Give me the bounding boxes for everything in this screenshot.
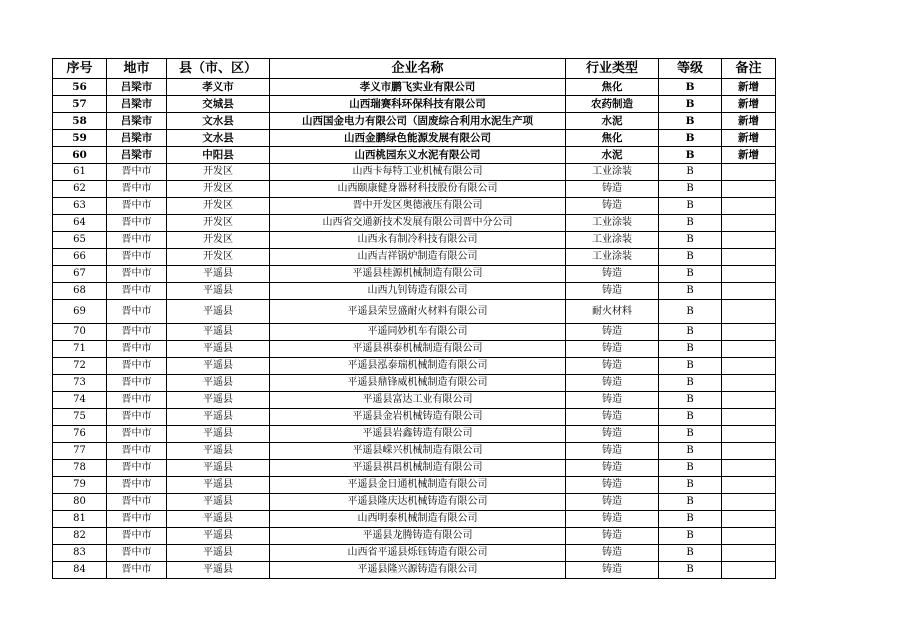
cell-note	[722, 545, 776, 562]
cell-county: 开发区	[167, 215, 270, 232]
table-row	[53, 113, 776, 130]
cell-note	[722, 562, 776, 579]
cell-serial: 83	[53, 545, 107, 562]
cell-county: 交城县	[167, 96, 270, 113]
cell-city: 晋中市	[107, 324, 167, 341]
cell-industry: 铸造	[566, 198, 659, 215]
cell-county: 平遥县	[167, 341, 270, 358]
cell-industry: 铸造	[566, 324, 659, 341]
table-row	[53, 545, 776, 562]
cell-serial: 62	[53, 181, 107, 198]
cell-serial: 57	[53, 96, 107, 113]
cell-grade: B	[659, 511, 722, 528]
cell-industry: 农药制造	[566, 96, 659, 113]
cell-note	[722, 528, 776, 545]
table-row	[53, 358, 776, 375]
cell-county: 平遥县	[167, 324, 270, 341]
cell-company-name: 平遥县桂源机械制造有限公司	[270, 266, 566, 283]
cell-serial: 61	[53, 164, 107, 181]
cell-grade: B	[659, 324, 722, 341]
cell-note: 新增	[722, 113, 776, 130]
cell-note	[722, 392, 776, 409]
cell-county: 平遥县	[167, 426, 270, 443]
cell-serial: 66	[53, 249, 107, 266]
cell-city: 吕梁市	[107, 113, 167, 130]
cell-grade: B	[659, 443, 722, 460]
table-row	[53, 443, 776, 460]
cell-company-name: 山西明泰机械制造有限公司	[270, 511, 566, 528]
header-city: 地市	[107, 59, 167, 79]
cell-city: 晋中市	[107, 358, 167, 375]
cell-city: 晋中市	[107, 477, 167, 494]
table-row	[53, 426, 776, 443]
table-row	[53, 494, 776, 511]
cell-grade: B	[659, 215, 722, 232]
cell-note: 新增	[722, 147, 776, 164]
cell-city: 晋中市	[107, 300, 167, 324]
cell-city: 晋中市	[107, 232, 167, 249]
cell-note	[722, 324, 776, 341]
cell-note	[722, 460, 776, 477]
cell-note	[722, 198, 776, 215]
cell-county: 平遥县	[167, 392, 270, 409]
cell-city: 晋中市	[107, 562, 167, 579]
cell-serial: 77	[53, 443, 107, 460]
cell-grade: B	[659, 164, 722, 181]
cell-company-name: 晋中开发区奥德液压有限公司	[270, 198, 566, 215]
table-row	[53, 375, 776, 392]
cell-industry: 铸造	[566, 528, 659, 545]
cell-company-name: 平遥同妙机车有限公司	[270, 324, 566, 341]
cell-grade: B	[659, 409, 722, 426]
cell-serial: 59	[53, 130, 107, 147]
cell-company-name: 平遥县金岩机械铸造有限公司	[270, 409, 566, 426]
cell-county: 开发区	[167, 249, 270, 266]
cell-grade: B	[659, 79, 722, 96]
cell-note	[722, 358, 776, 375]
cell-city: 晋中市	[107, 494, 167, 511]
cell-grade: B	[659, 283, 722, 300]
cell-grade: B	[659, 426, 722, 443]
cell-city: 晋中市	[107, 341, 167, 358]
cell-company-name: 平遥县祺昌机械制造有限公司	[270, 460, 566, 477]
table-row	[53, 266, 776, 283]
cell-city: 晋中市	[107, 215, 167, 232]
cell-serial: 63	[53, 198, 107, 215]
cell-note	[722, 477, 776, 494]
cell-county: 平遥县	[167, 528, 270, 545]
cell-city: 晋中市	[107, 198, 167, 215]
cell-company-name: 山西国金电力有限公司（固废综合利用水泥生产项	[270, 113, 566, 130]
cell-industry: 铸造	[566, 443, 659, 460]
cell-county: 文水县	[167, 130, 270, 147]
cell-county: 平遥县	[167, 511, 270, 528]
cell-company-name: 山西吉祥锅炉制造有限公司	[270, 249, 566, 266]
cell-serial: 84	[53, 562, 107, 579]
cell-county: 孝义市	[167, 79, 270, 96]
cell-city: 吕梁市	[107, 130, 167, 147]
cell-company-name: 平遥县隆兴源铸造有限公司	[270, 562, 566, 579]
cell-note	[722, 341, 776, 358]
cell-company-name: 平遥县荣昱盛耐火材料有限公司	[270, 300, 566, 324]
cell-company-name: 平遥县祺泰机械制造有限公司	[270, 341, 566, 358]
cell-industry: 焦化	[566, 130, 659, 147]
cell-company-name: 山西桃园东义水泥有限公司	[270, 147, 566, 164]
cell-city: 晋中市	[107, 443, 167, 460]
cell-city: 晋中市	[107, 528, 167, 545]
cell-serial: 68	[53, 283, 107, 300]
cell-industry: 铸造	[566, 181, 659, 198]
cell-county: 平遥县	[167, 283, 270, 300]
cell-industry: 铸造	[566, 266, 659, 283]
cell-grade: B	[659, 341, 722, 358]
cell-note	[722, 215, 776, 232]
table-row	[53, 562, 776, 579]
cell-company-name: 山西卡每特工业机械有限公司	[270, 164, 566, 181]
cell-grade: B	[659, 147, 722, 164]
cell-industry: 铸造	[566, 392, 659, 409]
cell-note	[722, 283, 776, 300]
cell-industry: 耐火材料	[566, 300, 659, 324]
cell-serial: 73	[53, 375, 107, 392]
cell-industry: 铸造	[566, 341, 659, 358]
cell-note	[722, 511, 776, 528]
table-row	[53, 147, 776, 164]
cell-note	[722, 443, 776, 460]
table-row	[53, 460, 776, 477]
table-row	[53, 198, 776, 215]
table-row	[53, 79, 776, 96]
cell-county: 平遥县	[167, 358, 270, 375]
table-row	[53, 477, 776, 494]
cell-county: 平遥县	[167, 460, 270, 477]
cell-company-name: 山西金鹏绿色能源发展有限公司	[270, 130, 566, 147]
cell-serial: 74	[53, 392, 107, 409]
table-row	[53, 324, 776, 341]
table-row	[53, 528, 776, 545]
cell-company-name: 平遥县嵘兴机械制造有限公司	[270, 443, 566, 460]
cell-grade: B	[659, 130, 722, 147]
cell-city: 吕梁市	[107, 96, 167, 113]
cell-county: 平遥县	[167, 300, 270, 324]
cell-grade: B	[659, 232, 722, 249]
table-row	[53, 181, 776, 198]
cell-note	[722, 249, 776, 266]
cell-note: 新增	[722, 96, 776, 113]
cell-county: 平遥县	[167, 375, 270, 392]
cell-county: 开发区	[167, 181, 270, 198]
table-row	[53, 392, 776, 409]
cell-industry: 铸造	[566, 409, 659, 426]
cell-city: 晋中市	[107, 375, 167, 392]
cell-company-name: 平遥县富达工业有限公司	[270, 392, 566, 409]
cell-serial: 56	[53, 79, 107, 96]
cell-county: 平遥县	[167, 409, 270, 426]
cell-county: 中阳县	[167, 147, 270, 164]
cell-industry: 铸造	[566, 460, 659, 477]
cell-company-name: 山西颐康健身器材科技股份有限公司	[270, 181, 566, 198]
cell-company-name: 平遥县鼎锋威机械制造有限公司	[270, 375, 566, 392]
cell-serial: 81	[53, 511, 107, 528]
cell-note	[722, 164, 776, 181]
table-row	[53, 249, 776, 266]
cell-county: 平遥县	[167, 545, 270, 562]
cell-note	[722, 426, 776, 443]
cell-serial: 71	[53, 341, 107, 358]
cell-county: 文水县	[167, 113, 270, 130]
cell-city: 晋中市	[107, 409, 167, 426]
cell-serial: 72	[53, 358, 107, 375]
cell-note	[722, 409, 776, 426]
cell-serial: 58	[53, 113, 107, 130]
table-row	[53, 283, 776, 300]
cell-industry: 铸造	[566, 283, 659, 300]
cell-note: 新增	[722, 79, 776, 96]
table-row	[53, 215, 776, 232]
cell-company-name: 山西省交通新技术发展有限公司晋中分公司	[270, 215, 566, 232]
table-row	[53, 232, 776, 249]
cell-grade: B	[659, 96, 722, 113]
cell-grade: B	[659, 562, 722, 579]
cell-company-name: 平遥县泓泰瑞机械制造有限公司	[270, 358, 566, 375]
cell-city: 晋中市	[107, 283, 167, 300]
header-serial: 序号	[53, 59, 107, 79]
cell-industry: 工业涂装	[566, 249, 659, 266]
cell-industry: 铸造	[566, 562, 659, 579]
cell-city: 晋中市	[107, 164, 167, 181]
cell-industry: 铸造	[566, 511, 659, 528]
table-row	[53, 300, 776, 324]
cell-company-name: 孝义市鹏飞实业有限公司	[270, 79, 566, 96]
cell-company-name: 山西九钊铸造有限公司	[270, 283, 566, 300]
cell-industry: 铸造	[566, 494, 659, 511]
cell-serial: 67	[53, 266, 107, 283]
table-row	[53, 96, 776, 113]
cell-company-name: 平遥县金日通机械制造有限公司	[270, 477, 566, 494]
cell-note: 新增	[722, 130, 776, 147]
cell-serial: 65	[53, 232, 107, 249]
cell-serial: 75	[53, 409, 107, 426]
cell-grade: B	[659, 528, 722, 545]
cell-company-name: 平遥县隆庆达机械铸造有限公司	[270, 494, 566, 511]
header-county: 县（市、区）	[167, 59, 270, 79]
header-company-name: 企业名称	[270, 59, 566, 79]
table-header-row	[53, 59, 776, 79]
cell-note	[722, 300, 776, 324]
cell-grade: B	[659, 477, 722, 494]
cell-company-name: 平遥县龙腾铸造有限公司	[270, 528, 566, 545]
table-row	[53, 511, 776, 528]
cell-industry: 焦化	[566, 79, 659, 96]
cell-company-name: 山西瑞赛科环保科技有限公司	[270, 96, 566, 113]
cell-grade: B	[659, 266, 722, 283]
cell-city: 晋中市	[107, 249, 167, 266]
cell-serial: 78	[53, 460, 107, 477]
cell-serial: 76	[53, 426, 107, 443]
cell-county: 平遥县	[167, 562, 270, 579]
cell-serial: 80	[53, 494, 107, 511]
table-row	[53, 164, 776, 181]
cell-industry: 水泥	[566, 113, 659, 130]
enterprise-table	[52, 58, 776, 579]
cell-city: 晋中市	[107, 511, 167, 528]
cell-county: 开发区	[167, 232, 270, 249]
cell-city: 晋中市	[107, 426, 167, 443]
cell-grade: B	[659, 375, 722, 392]
cell-serial: 82	[53, 528, 107, 545]
cell-serial: 64	[53, 215, 107, 232]
cell-grade: B	[659, 300, 722, 324]
cell-city: 晋中市	[107, 545, 167, 562]
cell-company-name: 山西永有制冷科技有限公司	[270, 232, 566, 249]
cell-grade: B	[659, 392, 722, 409]
cell-serial: 69	[53, 300, 107, 324]
table-body	[53, 79, 776, 579]
cell-county: 开发区	[167, 198, 270, 215]
cell-industry: 工业涂装	[566, 232, 659, 249]
cell-grade: B	[659, 460, 722, 477]
table-row	[53, 130, 776, 147]
cell-serial: 79	[53, 477, 107, 494]
cell-city: 吕梁市	[107, 79, 167, 96]
cell-company-name: 山西省平遥县烁钰铸造有限公司	[270, 545, 566, 562]
cell-city: 晋中市	[107, 181, 167, 198]
cell-county: 平遥县	[167, 266, 270, 283]
cell-industry: 铸造	[566, 545, 659, 562]
cell-city: 晋中市	[107, 266, 167, 283]
cell-grade: B	[659, 198, 722, 215]
cell-county: 平遥县	[167, 494, 270, 511]
cell-industry: 铸造	[566, 477, 659, 494]
table-row	[53, 341, 776, 358]
cell-industry: 铸造	[566, 426, 659, 443]
cell-county: 平遥县	[167, 477, 270, 494]
header-industry: 行业类型	[566, 59, 659, 79]
table-row	[53, 409, 776, 426]
cell-industry: 工业涂装	[566, 215, 659, 232]
cell-city: 吕梁市	[107, 147, 167, 164]
cell-grade: B	[659, 249, 722, 266]
cell-serial: 60	[53, 147, 107, 164]
cell-company-name: 平遥县岩鑫铸造有限公司	[270, 426, 566, 443]
cell-county: 平遥县	[167, 443, 270, 460]
header-grade: 等级	[659, 59, 722, 79]
cell-grade: B	[659, 545, 722, 562]
cell-serial: 70	[53, 324, 107, 341]
cell-note	[722, 494, 776, 511]
cell-grade: B	[659, 181, 722, 198]
cell-county: 开发区	[167, 164, 270, 181]
cell-grade: B	[659, 494, 722, 511]
cell-grade: B	[659, 113, 722, 130]
cell-industry: 铸造	[566, 375, 659, 392]
cell-industry: 水泥	[566, 147, 659, 164]
header-note: 备注	[722, 59, 776, 79]
cell-note	[722, 375, 776, 392]
cell-industry: 铸造	[566, 358, 659, 375]
cell-note	[722, 232, 776, 249]
cell-city: 晋中市	[107, 392, 167, 409]
cell-city: 晋中市	[107, 460, 167, 477]
cell-industry: 工业涂装	[566, 164, 659, 181]
cell-note	[722, 181, 776, 198]
cell-note	[722, 266, 776, 283]
cell-grade: B	[659, 358, 722, 375]
